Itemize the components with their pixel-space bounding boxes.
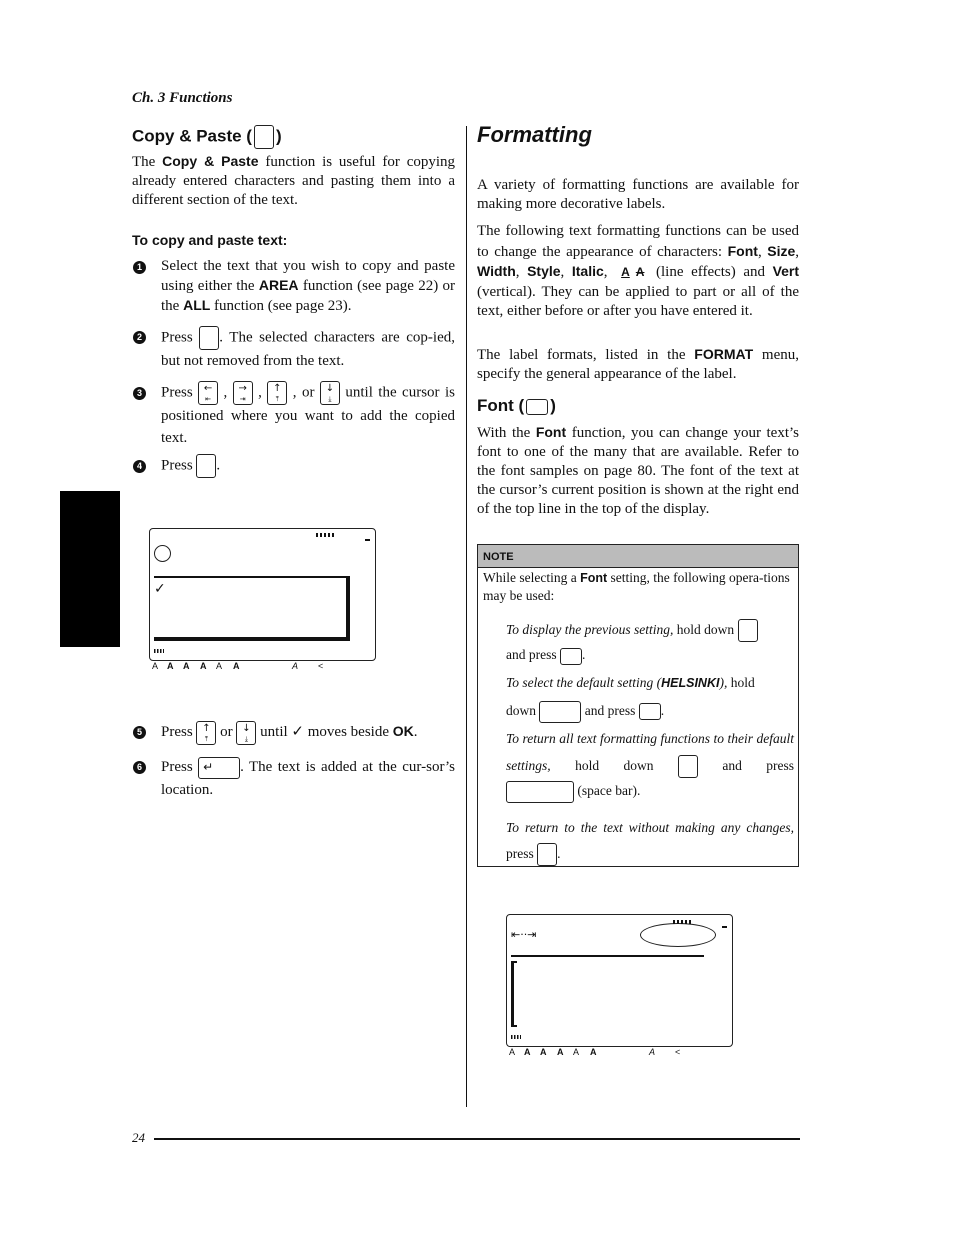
step-5-text: Press ↑ ⤒ or ↓ ⤓ until ✓ moves beside OK. — [161, 722, 418, 743]
paste-key-icon — [196, 454, 216, 478]
lcd-bracket-bottom — [511, 1025, 517, 1027]
up-arrow-key-icon: ↑ ⤒ — [196, 721, 216, 745]
lcd-divider-line — [154, 576, 349, 578]
lcd-dash-mark — [722, 926, 727, 928]
step-number-5: 5 — [133, 726, 146, 739]
space-bar-key-icon — [506, 781, 574, 803]
formatting-p3: The label formats, listed in the FORMAT menu, specify the general appearance of the label. — [477, 346, 800, 382]
font-key-icon — [526, 399, 548, 415]
step-6-text: Press ↵ . The text is added at the cur-sor’s location. — [161, 756, 455, 801]
up-arrow-key-icon: ↑ ⤒ — [267, 381, 287, 405]
lcd-battery-marks — [316, 533, 334, 537]
lcd-width-arrow-icon: ⇤··⇥ — [511, 928, 537, 941]
step-4-text: Press . — [161, 454, 455, 478]
code-key-icon — [678, 755, 698, 778]
down-arrow-key-icon: ↓ ⤓ — [236, 721, 256, 745]
lcd-small-marks — [511, 1035, 521, 1039]
cancel-key-icon — [537, 843, 557, 866]
lcd-oval-indicator — [640, 923, 716, 947]
underline-glyph: A — [621, 265, 630, 279]
right-arrow-key-icon: → ⇥ — [233, 381, 253, 405]
lcd-divider-line — [511, 955, 704, 957]
step-number-6: 6 — [133, 761, 146, 774]
left-arrow-key-icon: ← ⇤ — [198, 381, 218, 405]
copy-subhead: To copy and paste text: — [132, 232, 288, 248]
footer-rule — [154, 1138, 800, 1140]
shift-key-icon — [738, 619, 758, 642]
font-paragraph: With the Font function, you can change your text’s font to one of the many that are available. Refer to the font samples on page 80. The font of the text at the cursor’s current position is shown at the right end of the top line in the top of the display. — [477, 424, 799, 517]
note-item-reset-2: (space bar). — [506, 781, 794, 803]
font-key-icon — [560, 648, 582, 665]
copy-intro: The Copy & Paste function is useful for copying already entered characters and pasting them into a different section of the text. — [132, 153, 456, 208]
lcd-bracket — [511, 961, 514, 1027]
page-number: 24 — [132, 1130, 145, 1145]
chapter-side-tab — [60, 491, 120, 647]
enter-key-icon: ↵ — [198, 757, 240, 779]
lcd-bracket-top — [511, 961, 517, 963]
lcd-indicator-row: A A A A A A A < — [509, 1047, 681, 1057]
font-heading: Font ( ) — [477, 396, 556, 415]
formatting-p1: A variety of formatting functions are available for making more decorative labels. — [477, 177, 799, 212]
lcd-indicator-row: A A A A A A A < — [152, 661, 324, 671]
step-number-4: 4 — [133, 460, 146, 473]
copy-key-icon — [254, 125, 274, 149]
lcd-dash-mark — [365, 539, 370, 541]
note-header: NOTE — [478, 545, 798, 568]
lcd-display-font — [506, 914, 733, 1047]
step-3-text: Press ← ⇤ , → ⇥ , ↑ ⤒ , or ↓ ⤓ until the cursor is positioned where you want to add the copied text. — [161, 383, 455, 446]
lcd-frame-bottom — [154, 637, 350, 641]
lcd-checkmark: ✓ — [154, 581, 166, 597]
step-number-2: 2 — [133, 331, 146, 344]
lcd-small-marks — [154, 649, 164, 653]
note-item-default: To select the default setting (HELSINKI), hold down and press . — [506, 669, 794, 724]
note-item-cancel: To return to the text without making any changes, press . — [506, 815, 794, 867]
step-number-1: 1 — [133, 261, 146, 274]
step-1-text: Select the text that you wish to copy and paste using either the AREA function (see page 22) or the ALL function (see page 23). — [161, 258, 455, 314]
note-box — [477, 544, 799, 867]
copy-key-icon — [199, 326, 219, 350]
space-key-icon — [539, 701, 581, 723]
font-key-icon — [639, 703, 661, 720]
strikethrough-glyph: A — [635, 265, 645, 279]
copy-paste-heading: Copy & Paste ( ) — [132, 125, 282, 149]
column-divider — [466, 126, 467, 1107]
step-2-text: Press . The selected characters are cop-ied, but not removed from the text. — [161, 326, 455, 372]
note-item-reset: To return all text formatting functions to their default settings, hold down and press — [506, 725, 794, 779]
lcd-circle-indicator — [154, 545, 171, 562]
lcd-display-copy — [149, 528, 376, 661]
formatting-title: Formatting — [477, 122, 592, 147]
step-number-3: 3 — [133, 387, 146, 400]
note-intro: While selecting a Font setting, the following opera-tions may be used: — [483, 570, 790, 603]
chapter-header: Ch. 3 Functions — [132, 90, 233, 106]
note-item-previous: To display the previous setting, hold down and press . — [506, 617, 794, 667]
lcd-frame-right — [346, 576, 350, 641]
lcd-battery-marks — [673, 920, 691, 924]
formatting-p2: The following text formatting functions can be used to change the appearance of characters: Font, Size, Width, Style, Italic, A A (line effects) and Vert (vertical). They can be applied to part or all of the text, either before or after you have entered it. — [477, 223, 800, 319]
down-arrow-key-icon: ↓ ⤓ — [320, 381, 340, 405]
